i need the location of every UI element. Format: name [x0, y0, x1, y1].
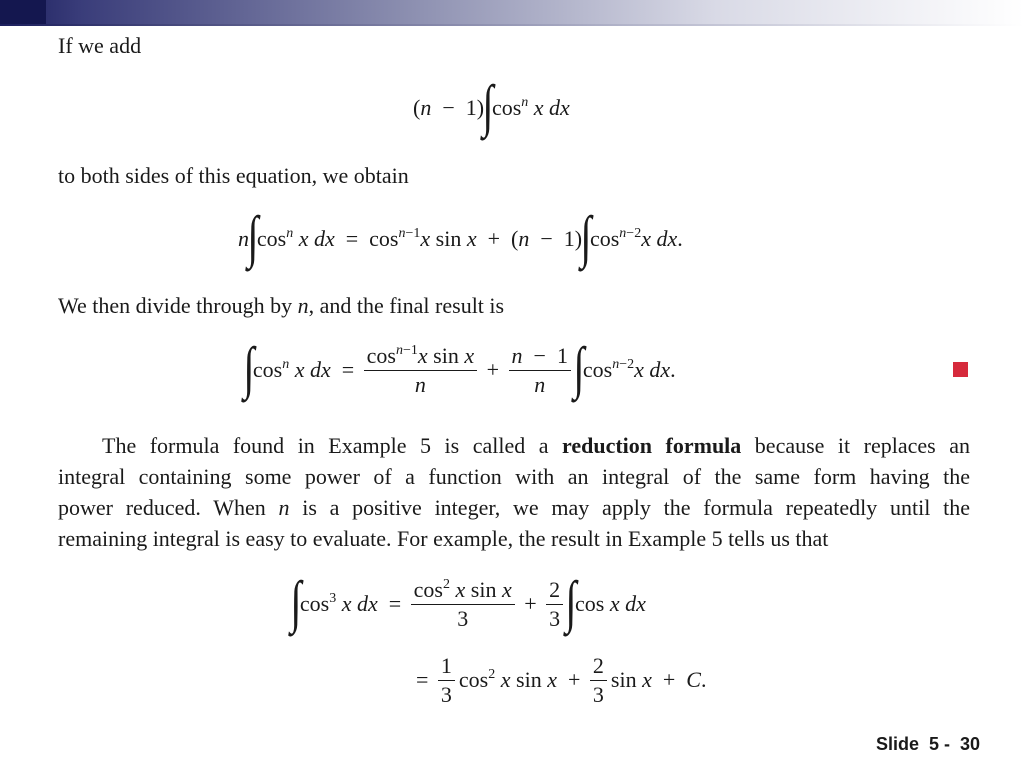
end-of-proof-square	[953, 362, 968, 377]
equation-4: ∫ $\cos^3 x$ dx = $\frac{\cos^2 x \sin x}{3}$ + $\frac{2}{3}$ ∫ cos x dx	[290, 569, 646, 634]
slide-number: Slide 5 - 30	[875, 734, 980, 754]
equation-1: (n − 1) ∫ $\cos^n x$ dx	[413, 73, 570, 138]
title-bar-rule	[0, 24, 1024, 26]
title-bar	[0, 0, 1024, 24]
equation-2: n ∫ $\cos^n x$ dx = $\cos^{n-1}x$ sin x + (n − 1) ∫ $\cos^{n-2}x$ dx.	[238, 204, 683, 269]
equation-3: ∫ $\cos^n x$ dx = $\frac{\cos^{n-1}x \sin x}{n}$ + $\frac{n - 1}{n}$ ∫ $\cos^{n-2}x$ dx.	[243, 335, 676, 400]
equation-5: = $\frac{1}{3}$ $\cos^2 x$ sin x + $\frac{2}{3}$ sin x + C.	[416, 652, 707, 707]
reduction-formula-paragraph: The formula found in Example 5 is called a reduction formula because it replaces an integral containing some power of a function with an integral of the same form having the power reduced. When n is a positive integer, we may apply the formula repeatedly until the remaining integral is easy to evaluate. For example, the result in Example 5 tells us that	[58, 433, 970, 551]
text-divide-through: We then divide through by n, and the final result is	[58, 293, 505, 318]
text-if-we-add: If we add	[58, 33, 142, 58]
text-both-sides: to both sides of this equation, we obtain	[58, 163, 409, 188]
title-bar-corner	[0, 0, 46, 24]
